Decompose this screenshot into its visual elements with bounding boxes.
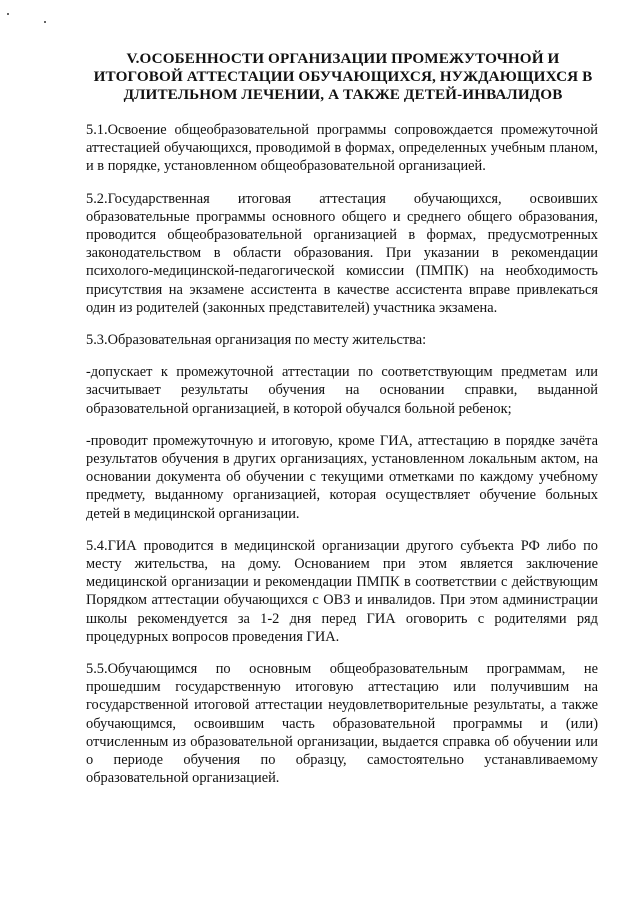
paragraph-5-3-item-2: -проводит промежуточную и итоговую, кроме ГИА, аттестацию в порядке зачёта результатов обучения в других организациях, установленном локальным актом, на основании документа об обучении с текущими отметками по каждому учебному предмету, выданному организацией, которая осуществляет обучение больных детей в медицинской организации. bbox=[86, 432, 598, 522]
paragraph-5-2: 5.2.Государственная итоговая аттестация обучающихся, освоивших образовательные программы основного общего и среднего общего образования, проводится общеобразовательной организацией в формах, предусмотренных законодательством в области образования. При указании в рекомендации психолого-медицинской-педагогической комиссии (ПМПК) на необходимость присутствия на экзамене ассистента в качестве ассистента вправе привлекаться один из родителей (законных представителей) участника экзамена. bbox=[86, 190, 598, 316]
paragraph-5-5: 5.5.Обучающимся по основным общеобразовательным программам, не прошедшим государственную итоговую аттестацию или получившим на государственной итоговой аттестации неудовлетворительные результаты, а также обучающимся, освоившим часть образовательной программы и (или) отчисленным из образовательной организации, выдается справка об обучении или о периоде обучения по образцу, самостоятельно устанавливаемому образовательной организацией. bbox=[86, 661, 598, 787]
paragraph-5-1: 5.1.Освоение общеобразовательной программы сопровождается промежуточной аттестацией обучающихся, проводимой в формах, определенных учебным планом, и в порядке, установленном общеобразовательной организацией. bbox=[86, 122, 598, 175]
document-body bbox=[86, 121, 598, 802]
paragraph-5-4: 5.4.ГИА проводится в медицинской организации другого субъекта РФ либо по месту жительства, на дому. Основанием при этом является заключение медицинской организации и рекомендации ПМПК в соответствии с действующим Порядком аттестации обучающихся с ОВЗ и инвалидов. При этом администрации школы рекомендуется за 1-2 дня перед ГИА оговорить с родителями ряд процедурных вопросов проведения ГИА. bbox=[86, 537, 598, 645]
paragraph-5-3-item-1: -допускает к промежуточной аттестации по соответствующим предметам или засчитывает результаты обучения на основании справки, выданной образовательной организацией, в которой обучался больной ребенок; bbox=[86, 364, 598, 417]
section-heading: V.ОСОБЕННОСТИ ОРГАНИЗАЦИИ ПРОМЕЖУТОЧНОЙ И ИТОГОВОЙ АТТЕСТАЦИИ ОБУЧАЮЩИХСЯ, НУЖДАЮЩИХСЯ В ДЛИТЕЛЬНОМ ЛЕЧЕНИИ, А ТАКЖЕ ДЕТЕЙ-ИНВАЛИДОВ bbox=[93, 50, 593, 103]
scan-speck bbox=[7, 13, 9, 15]
paragraph-5-3: 5.3.Образовательная организация по месту жительства: bbox=[86, 332, 427, 349]
scan-speck bbox=[44, 21, 46, 23]
